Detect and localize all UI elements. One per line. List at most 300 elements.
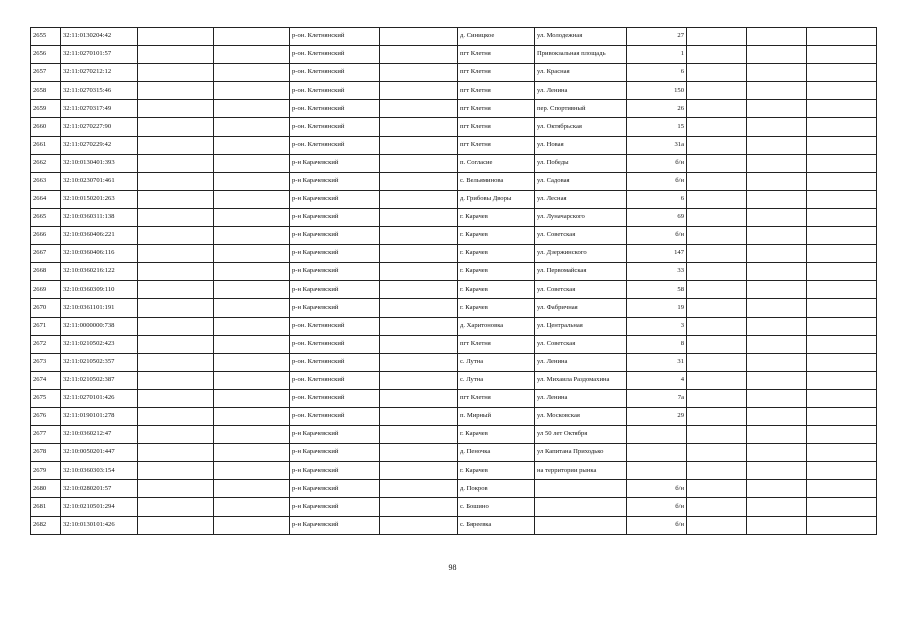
empty-cell [747, 245, 807, 263]
empty-cell [380, 444, 458, 462]
house-number-cell: 19 [627, 299, 687, 317]
table-row [31, 389, 877, 407]
cadastral-number-cell: 32:11:0210502:387 [61, 371, 138, 389]
empty-cell [138, 353, 214, 371]
table-row [31, 118, 877, 136]
settlement-cell: г. Карачев [458, 281, 535, 299]
empty-cell [380, 172, 458, 190]
empty-cell [138, 46, 214, 64]
empty-cell [214, 227, 290, 245]
street-cell: ул. Первомайская [535, 263, 627, 281]
cadastral-number-cell: 32:10:0360406:116 [61, 245, 138, 263]
empty-cell [747, 263, 807, 281]
empty-cell [214, 281, 290, 299]
house-number-cell: 1 [627, 46, 687, 64]
empty-cell [138, 371, 214, 389]
house-number-cell: 26 [627, 100, 687, 118]
empty-cell [747, 299, 807, 317]
cadastral-number-cell: 32:11:0210502:357 [61, 353, 138, 371]
cadastral-number-cell: 32:10:0280201:57 [61, 480, 138, 498]
house-number-cell: 150 [627, 82, 687, 100]
cadastral-number-cell: 32:11:0270317:49 [61, 100, 138, 118]
street-cell: ул. Лесная [535, 190, 627, 208]
empty-cell [214, 371, 290, 389]
house-number-cell: 58 [627, 281, 687, 299]
house-number-cell: 15 [627, 118, 687, 136]
empty-cell [747, 516, 807, 534]
empty-cell [214, 426, 290, 444]
district-cell: р-н Карачевский [290, 245, 380, 263]
empty-cell [380, 389, 458, 407]
empty-cell [214, 82, 290, 100]
empty-cell [807, 317, 877, 335]
empty-cell [214, 118, 290, 136]
empty-cell [214, 64, 290, 82]
table-row [31, 317, 877, 335]
record-number-cell: 2675 [31, 389, 61, 407]
cadastral-number-cell: 32:11:0210502:423 [61, 335, 138, 353]
settlement-cell: пгт Клетня [458, 389, 535, 407]
record-number-cell: 2671 [31, 317, 61, 335]
table-row [31, 227, 877, 245]
settlement-cell: пгт Клетня [458, 335, 535, 353]
empty-cell [747, 444, 807, 462]
record-number-cell: 2679 [31, 462, 61, 480]
cadastral-number-cell: 32:11:0270227:90 [61, 118, 138, 136]
house-number-cell: б/н [627, 516, 687, 534]
empty-cell [747, 281, 807, 299]
empty-cell [687, 136, 747, 154]
street-cell: пер. Спортивный [535, 100, 627, 118]
table-row [31, 100, 877, 118]
empty-cell [138, 190, 214, 208]
house-number-cell: б/н [627, 154, 687, 172]
empty-cell [807, 335, 877, 353]
street-cell: ул. Красная [535, 64, 627, 82]
cadastral-number-cell: 32:11:0190101:278 [61, 407, 138, 425]
empty-cell [138, 281, 214, 299]
house-number-cell: 31 [627, 353, 687, 371]
table-row [31, 426, 877, 444]
empty-cell [687, 444, 747, 462]
empty-cell [214, 462, 290, 480]
empty-cell [380, 516, 458, 534]
empty-cell [380, 64, 458, 82]
empty-cell [687, 426, 747, 444]
empty-cell [807, 100, 877, 118]
table-row [31, 46, 877, 64]
register-table [30, 27, 877, 535]
empty-cell [747, 407, 807, 425]
empty-cell [380, 462, 458, 480]
settlement-cell: п. Согласие [458, 154, 535, 172]
house-number-cell: 4 [627, 371, 687, 389]
settlement-cell: г. Карачев [458, 299, 535, 317]
house-number-cell: б/н [627, 498, 687, 516]
record-number-cell: 2673 [31, 353, 61, 371]
empty-cell [687, 281, 747, 299]
settlement-cell: д. Харитоновка [458, 317, 535, 335]
house-number-cell [627, 462, 687, 480]
empty-cell [214, 317, 290, 335]
empty-cell [214, 245, 290, 263]
table-row [31, 172, 877, 190]
empty-cell [687, 100, 747, 118]
record-number-cell: 2657 [31, 64, 61, 82]
empty-cell [380, 190, 458, 208]
house-number-cell: 8 [627, 335, 687, 353]
empty-cell [138, 82, 214, 100]
table-row [31, 64, 877, 82]
record-number-cell: 2681 [31, 498, 61, 516]
cadastral-number-cell: 32:11:0270229:42 [61, 136, 138, 154]
table-row [31, 444, 877, 462]
street-cell: ул. Михаила Раздомахина [535, 371, 627, 389]
table-row [31, 281, 877, 299]
house-number-cell: 147 [627, 245, 687, 263]
empty-cell [214, 46, 290, 64]
street-cell: на территории рынка [535, 462, 627, 480]
register-body [31, 28, 877, 535]
empty-cell [687, 299, 747, 317]
record-number-cell: 2662 [31, 154, 61, 172]
cadastral-number-cell: 32:10:0360309:110 [61, 281, 138, 299]
house-number-cell: 27 [627, 28, 687, 46]
empty-cell [380, 317, 458, 335]
district-cell: р-он. Клетнянский [290, 136, 380, 154]
empty-cell [138, 28, 214, 46]
street-cell [535, 480, 627, 498]
empty-cell [138, 227, 214, 245]
empty-cell [380, 227, 458, 245]
empty-cell [380, 154, 458, 172]
empty-cell [214, 208, 290, 226]
district-cell: р-он. Клетнянский [290, 389, 380, 407]
house-number-cell: 33 [627, 263, 687, 281]
empty-cell [138, 172, 214, 190]
empty-cell [687, 208, 747, 226]
empty-cell [747, 46, 807, 64]
cadastral-number-cell: 32:11:0270212:12 [61, 64, 138, 82]
empty-cell [687, 498, 747, 516]
record-number-cell: 2667 [31, 245, 61, 263]
empty-cell [747, 335, 807, 353]
table-row [31, 245, 877, 263]
table-row [31, 263, 877, 281]
empty-cell [214, 172, 290, 190]
empty-cell [807, 82, 877, 100]
street-cell: ул. Центральная [535, 317, 627, 335]
empty-cell [807, 462, 877, 480]
cadastral-number-cell: 32:11:0000000:738 [61, 317, 138, 335]
empty-cell [380, 281, 458, 299]
empty-cell [138, 407, 214, 425]
empty-cell [747, 28, 807, 46]
empty-cell [138, 426, 214, 444]
empty-cell [138, 444, 214, 462]
settlement-cell: с. Вельяминова [458, 172, 535, 190]
street-cell: ул. Садовая [535, 172, 627, 190]
settlement-cell: пгт Клетня [458, 118, 535, 136]
empty-cell [687, 172, 747, 190]
house-number-cell: б/н [627, 227, 687, 245]
empty-cell [380, 426, 458, 444]
empty-cell [687, 263, 747, 281]
house-number-cell: б/н [627, 172, 687, 190]
street-cell: ул. Ленина [535, 82, 627, 100]
cadastral-number-cell: 32:10:0360303:154 [61, 462, 138, 480]
empty-cell [380, 46, 458, 64]
street-cell [535, 498, 627, 516]
district-cell: р-он. Клетнянский [290, 28, 380, 46]
empty-cell [138, 136, 214, 154]
street-cell: ул. Дзержинского [535, 245, 627, 263]
empty-cell [214, 444, 290, 462]
empty-cell [214, 136, 290, 154]
empty-cell [138, 263, 214, 281]
street-cell: ул. Луначарского [535, 208, 627, 226]
record-number-cell: 2674 [31, 371, 61, 389]
street-cell: ул. Октябрьская [535, 118, 627, 136]
table-row [31, 82, 877, 100]
empty-cell [687, 317, 747, 335]
empty-cell [807, 407, 877, 425]
cadastral-number-cell: 32:10:0360212:47 [61, 426, 138, 444]
street-cell: ул 50 лет Октября [535, 426, 627, 444]
record-number-cell: 2664 [31, 190, 61, 208]
empty-cell [380, 208, 458, 226]
street-cell [535, 516, 627, 534]
table-row [31, 136, 877, 154]
empty-cell [687, 46, 747, 64]
empty-cell [687, 516, 747, 534]
district-cell: р-он. Клетнянский [290, 82, 380, 100]
house-number-cell: 29 [627, 407, 687, 425]
record-number-cell: 2656 [31, 46, 61, 64]
empty-cell [138, 299, 214, 317]
empty-cell [687, 227, 747, 245]
district-cell: р-н Карачевский [290, 263, 380, 281]
empty-cell [747, 462, 807, 480]
empty-cell [747, 317, 807, 335]
empty-cell [380, 335, 458, 353]
empty-cell [807, 444, 877, 462]
empty-cell [747, 64, 807, 82]
settlement-cell: г. Карачев [458, 462, 535, 480]
settlement-cell: г. Карачев [458, 263, 535, 281]
settlement-cell: пгт Клетня [458, 64, 535, 82]
empty-cell [747, 208, 807, 226]
street-cell: ул. Фабричная [535, 299, 627, 317]
cadastral-number-cell: 32:10:0050201:447 [61, 444, 138, 462]
empty-cell [747, 389, 807, 407]
empty-cell [138, 317, 214, 335]
table-row [31, 299, 877, 317]
district-cell: р-н Карачевский [290, 299, 380, 317]
record-number-cell: 2669 [31, 281, 61, 299]
empty-cell [380, 263, 458, 281]
empty-cell [807, 28, 877, 46]
record-number-cell: 2665 [31, 208, 61, 226]
settlement-cell: пгт Клетня [458, 100, 535, 118]
empty-cell [138, 335, 214, 353]
house-number-cell: 31а [627, 136, 687, 154]
cadastral-number-cell: 32:11:0130204:42 [61, 28, 138, 46]
page-number: 98 [448, 563, 457, 572]
house-number-cell [627, 426, 687, 444]
settlement-cell: г. Карачев [458, 245, 535, 263]
settlement-cell: д. Пеночка [458, 444, 535, 462]
record-number-cell: 2666 [31, 227, 61, 245]
empty-cell [380, 371, 458, 389]
empty-cell [807, 516, 877, 534]
district-cell: р-н Карачевский [290, 154, 380, 172]
empty-cell [687, 480, 747, 498]
empty-cell [214, 353, 290, 371]
record-number-cell: 2682 [31, 516, 61, 534]
house-number-cell: б/н [627, 480, 687, 498]
empty-cell [687, 154, 747, 172]
settlement-cell: г. Карачев [458, 426, 535, 444]
empty-cell [214, 154, 290, 172]
empty-cell [214, 28, 290, 46]
empty-cell [138, 208, 214, 226]
street-cell: ул. Советская [535, 281, 627, 299]
empty-cell [807, 46, 877, 64]
district-cell: р-он. Клетнянский [290, 46, 380, 64]
table-row [31, 335, 877, 353]
settlement-cell: г. Карачев [458, 227, 535, 245]
cadastral-number-cell: 32:10:0360406:221 [61, 227, 138, 245]
empty-cell [747, 353, 807, 371]
record-number-cell: 2668 [31, 263, 61, 281]
empty-cell [747, 172, 807, 190]
table-row [31, 154, 877, 172]
street-cell: ул. Ленина [535, 353, 627, 371]
district-cell: р-он. Клетнянский [290, 371, 380, 389]
empty-cell [807, 172, 877, 190]
house-number-cell: 6 [627, 64, 687, 82]
record-number-cell: 2670 [31, 299, 61, 317]
empty-cell [138, 154, 214, 172]
record-number-cell: 2672 [31, 335, 61, 353]
table-row [31, 462, 877, 480]
empty-cell [138, 64, 214, 82]
empty-cell [807, 389, 877, 407]
table-row [31, 190, 877, 208]
record-number-cell: 2659 [31, 100, 61, 118]
settlement-cell: с. Лутна [458, 371, 535, 389]
record-number-cell: 2661 [31, 136, 61, 154]
empty-cell [380, 353, 458, 371]
cadastral-number-cell: 32:10:0360311:138 [61, 208, 138, 226]
empty-cell [747, 227, 807, 245]
empty-cell [687, 462, 747, 480]
record-number-cell: 2663 [31, 172, 61, 190]
district-cell: р-он. Клетнянский [290, 64, 380, 82]
district-cell: р-н Карачевский [290, 208, 380, 226]
empty-cell [214, 335, 290, 353]
settlement-cell: с. Бяреевка [458, 516, 535, 534]
empty-cell [747, 100, 807, 118]
record-number-cell: 2680 [31, 480, 61, 498]
table-row [31, 407, 877, 425]
empty-cell [138, 118, 214, 136]
street-cell: ул. Победы [535, 154, 627, 172]
empty-cell [138, 100, 214, 118]
cadastral-number-cell: 32:10:0360216:122 [61, 263, 138, 281]
cadastral-number-cell: 32:11:0270101:426 [61, 389, 138, 407]
district-cell: р-н Карачевский [290, 281, 380, 299]
record-number-cell: 2660 [31, 118, 61, 136]
empty-cell [807, 208, 877, 226]
empty-cell [807, 371, 877, 389]
district-cell: р-н Карачевский [290, 227, 380, 245]
empty-cell [214, 516, 290, 534]
empty-cell [747, 118, 807, 136]
district-cell: р-он. Клетнянский [290, 118, 380, 136]
cadastral-number-cell: 32:10:0130401:393 [61, 154, 138, 172]
empty-cell [747, 498, 807, 516]
street-cell: ул Капитана Приходько [535, 444, 627, 462]
district-cell: р-он. Клетнянский [290, 335, 380, 353]
street-cell: ул. Московская [535, 407, 627, 425]
empty-cell [138, 480, 214, 498]
table-row [31, 480, 877, 498]
empty-cell [807, 245, 877, 263]
empty-cell [807, 281, 877, 299]
street-cell: Привокзальная площадь [535, 46, 627, 64]
house-number-cell: 6 [627, 190, 687, 208]
empty-cell [214, 480, 290, 498]
settlement-cell: с. Бошино [458, 498, 535, 516]
empty-cell [807, 136, 877, 154]
district-cell: р-н Карачевский [290, 498, 380, 516]
empty-cell [807, 64, 877, 82]
record-number-cell: 2677 [31, 426, 61, 444]
empty-cell [138, 245, 214, 263]
empty-cell [380, 407, 458, 425]
empty-cell [138, 462, 214, 480]
empty-cell [747, 136, 807, 154]
district-cell: р-н Карачевский [290, 462, 380, 480]
house-number-cell: 7а [627, 389, 687, 407]
empty-cell [747, 154, 807, 172]
district-cell: р-н Карачевский [290, 426, 380, 444]
record-number-cell: 2658 [31, 82, 61, 100]
district-cell: р-он. Клетнянский [290, 407, 380, 425]
settlement-cell: пгт Клетня [458, 46, 535, 64]
empty-cell [687, 190, 747, 208]
empty-cell [214, 100, 290, 118]
cadastral-number-cell: 32:11:0270101:57 [61, 46, 138, 64]
district-cell: р-он. Клетнянский [290, 317, 380, 335]
empty-cell [687, 28, 747, 46]
record-number-cell: 2676 [31, 407, 61, 425]
empty-cell [380, 118, 458, 136]
street-cell: ул. Советская [535, 227, 627, 245]
cadastral-number-cell: 32:10:0210501:294 [61, 498, 138, 516]
empty-cell [747, 371, 807, 389]
house-number-cell: 3 [627, 317, 687, 335]
empty-cell [380, 136, 458, 154]
empty-cell [747, 82, 807, 100]
empty-cell [807, 480, 877, 498]
empty-cell [687, 118, 747, 136]
empty-cell [687, 335, 747, 353]
district-cell: р-он. Клетнянский [290, 100, 380, 118]
settlement-cell: п. Мирный [458, 407, 535, 425]
